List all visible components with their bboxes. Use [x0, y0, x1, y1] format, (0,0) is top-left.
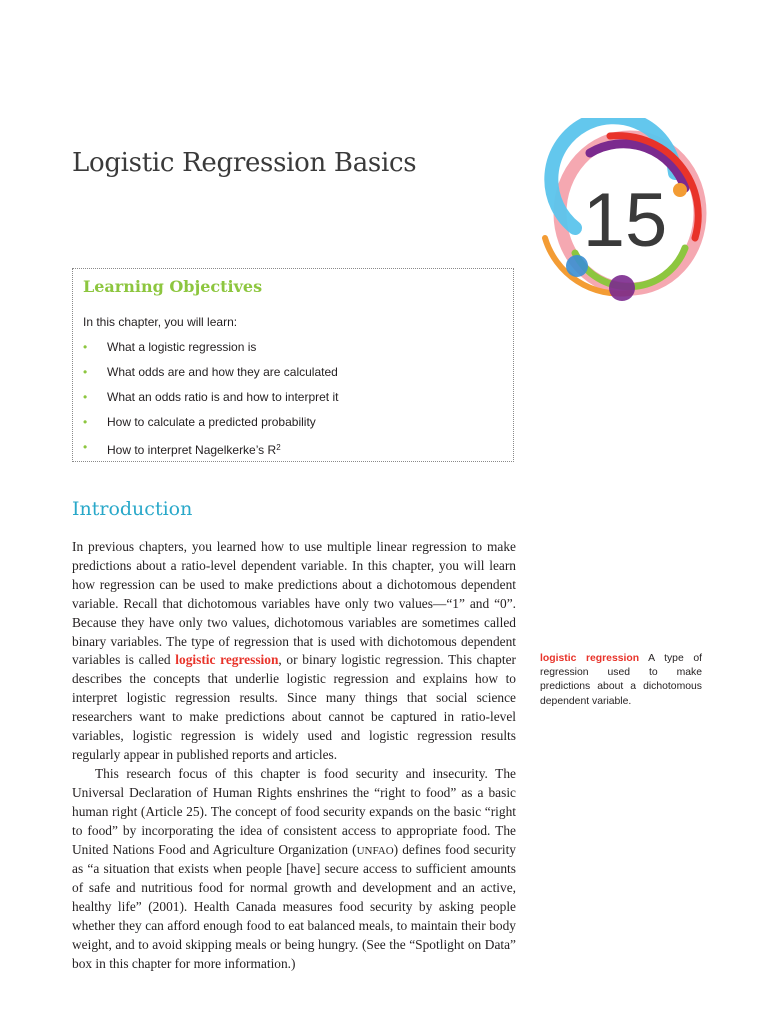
- objective-text: How to calculate a predicted probability: [107, 415, 316, 429]
- key-term: logistic regression: [175, 652, 279, 668]
- paragraph-text: In previous chapters, you learned how to use multiple linear regression to make predictions about a ratio-level dependent variable. In this chapter, you will learn how regression can be used to make predictions about a dichotomous dependent variable. Recall that dichotomous variables have only two values—“1” and “0”. Because they have only two values, dichotomous variables are sometimes called binary variables. The type of regression that is used with dichotomous dependent variables is called: [72, 539, 516, 668]
- list-item: [83, 339, 338, 364]
- paragraph-2: [72, 765, 516, 974]
- margin-glossary: [540, 652, 702, 709]
- glossary-term: logistic regression: [540, 653, 640, 664]
- learning-objectives-list: [83, 339, 338, 464]
- paragraph-text: , or binary logistic regression. This chapter describes the concepts that underlie logistic regression and explains how to interpret logistic regression results. Since many things that social science researchers want to make predictions about cannot be captured in ratio-level variables, logistic regression is widely used and logistic regression results regularly appear in published reports and articles.: [72, 652, 516, 762]
- bullet-icon: •: [83, 340, 88, 354]
- bullet-icon: •: [83, 390, 88, 404]
- chapter-number: 15: [582, 178, 668, 263]
- introduction-heading: Introduction: [72, 498, 193, 520]
- paragraph-text: ) defines food security as “a situation that exists when people [have] secure access to sufficient amounts of safe and nutritious food for normal growth and development and an active, healthy life” (2001). Health Canada measures food security by asking people whether they can afford enough food to eat balanced meals, to maintain their body weight, and to avoid skipping meals or being hungry. (See the “Spotlight on Data” box in this chapter for more information.): [72, 841, 516, 971]
- bullet-icon: •: [83, 440, 88, 454]
- list-item: [83, 439, 338, 464]
- learning-objectives-heading: Learning Objectives: [83, 277, 263, 296]
- paragraph-1: [72, 538, 516, 765]
- list-item: [83, 414, 338, 439]
- objective-text: What an odds ratio is and how to interpret it: [107, 390, 339, 404]
- learning-objectives-box: [72, 268, 514, 462]
- bullet-icon: •: [83, 365, 88, 379]
- objective-text: How to interpret Nagelkerke’s R: [107, 443, 277, 457]
- glossary-definition: A type of regression used to make predictions about a dichotomous dependent variable.: [540, 653, 703, 707]
- objective-text: What odds are and how they are calculated: [107, 365, 338, 379]
- abbreviation: UNFAO: [356, 844, 394, 857]
- introduction-body: [72, 538, 516, 974]
- superscript: 2: [276, 443, 281, 452]
- list-item: [83, 389, 338, 414]
- bullet-icon: •: [83, 415, 88, 429]
- paragraph-text: This research focus of this chapter is food security and insecurity. The Universal Declaration of Human Rights enshrines the “right to food” as a basic human right (Article 25). The concept of food security expands on the basic “right to food” by incorporating the idea of consistent access to appropriate food. The United Nations Food and Agriculture Organization (: [72, 765, 516, 857]
- chapter-title: Logistic Regression Basics: [72, 148, 417, 178]
- chapter-number-badge: [535, 118, 710, 308]
- objective-text: What a logistic regression is: [107, 340, 257, 354]
- list-item: [83, 364, 338, 389]
- learning-objectives-intro: In this chapter, you will learn:: [83, 315, 238, 329]
